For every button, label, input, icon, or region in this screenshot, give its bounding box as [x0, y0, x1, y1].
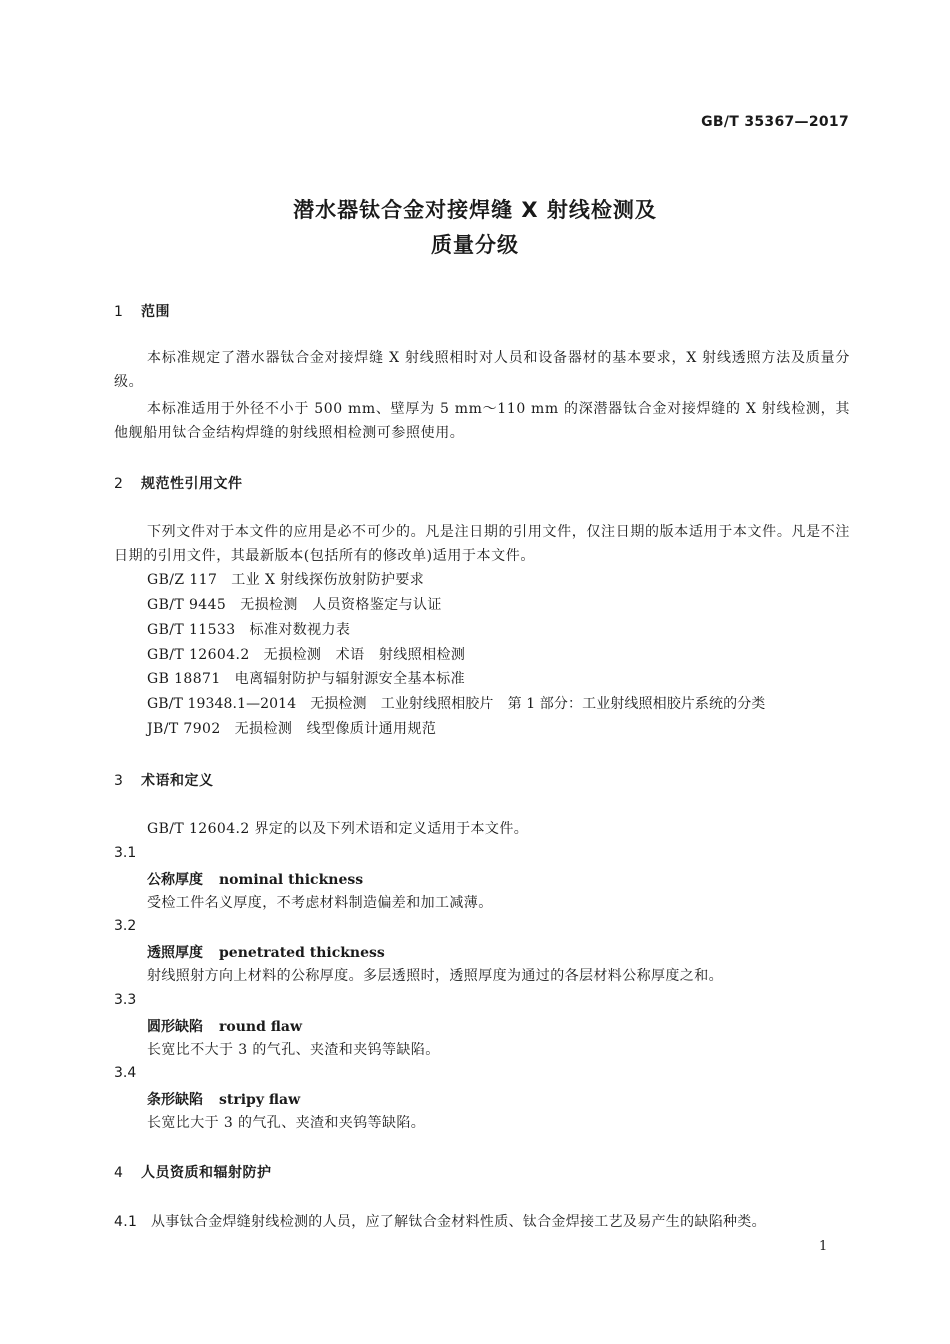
term-heading — [147, 1089, 300, 1109]
term-definition: 受检工件名义厚度，不考虑材料制造偏差和加工减薄。 — [147, 895, 493, 911]
section-4-heading — [114, 1162, 272, 1182]
reference-code: GB/T 9445 — [147, 597, 227, 613]
reference-item — [147, 667, 465, 691]
reference-title: 无损检测 术语 射线照相检测 — [263, 647, 466, 663]
section-title: 范围 — [141, 304, 170, 320]
section-title: 规范性引用文件 — [141, 476, 243, 492]
reference-item — [147, 717, 436, 741]
reference-code: GB/T 19348.1—2014 — [147, 696, 297, 712]
document-title-line1: 潜水器钛合金对接焊缝 X 射线检测及 — [293, 198, 657, 222]
term-heading — [147, 1016, 302, 1036]
standard-code: GB/T 35367—2017 — [701, 114, 849, 130]
term-heading — [147, 869, 363, 889]
section-1-heading — [114, 301, 170, 321]
reference-code: GB/Z 117 — [147, 572, 218, 588]
term-definition: 长宽比不大于 3 的气孔、夹渣和夹钨等缺陷。 — [147, 1042, 440, 1058]
term-heading — [147, 942, 385, 962]
reference-item — [147, 643, 465, 667]
reference-item — [147, 618, 350, 642]
section-2-heading — [114, 473, 243, 493]
reference-code: JB/T 7902 — [147, 721, 221, 737]
clause-text: 从事钛合金焊缝射线检测的人员，应了解钛合金材料性质、钛合金焊接工艺及易产生的缺陷种类。 — [151, 1214, 766, 1230]
section-title: 人员资质和辐射防护 — [141, 1165, 272, 1181]
term-number: 3.1 — [114, 845, 137, 861]
section-number: 1 — [114, 304, 124, 320]
page-number: 1 — [819, 1239, 828, 1254]
term-number: 3.2 — [114, 918, 137, 934]
reference-item — [147, 593, 442, 617]
clause-number: 4.1 — [114, 1214, 138, 1230]
term-cn: 条形缺陷 — [147, 1092, 203, 1108]
reference-title: 无损检测 线型像质计通用规范 — [234, 721, 437, 737]
reference-item — [147, 692, 765, 716]
term-en: stripy flaw — [219, 1092, 301, 1108]
section-3-heading — [114, 770, 214, 790]
reference-code: GB 18871 — [147, 671, 221, 687]
reference-code: GB/T 12604.2 — [147, 647, 250, 663]
term-en: round flaw — [219, 1019, 303, 1035]
reference-title: 标准对数视力表 — [249, 622, 351, 638]
clause-4-1 — [114, 1210, 766, 1234]
term-number: 3.4 — [114, 1065, 137, 1081]
term-definition: 长宽比大于 3 的气孔、夹渣和夹钨等缺陷。 — [147, 1115, 426, 1131]
reference-code: GB/T 11533 — [147, 622, 236, 638]
reference-title: 电离辐射防护与辐射源安全基本标准 — [234, 671, 466, 687]
document-title-line2: 质量分级 — [431, 233, 519, 257]
section-number: 2 — [114, 476, 124, 492]
reference-item — [147, 568, 424, 592]
term-definition: 射线照射方向上材料的公称厚度。多层透照时，透照厚度为通过的各层材料公称厚度之和。 — [147, 968, 723, 984]
term-number: 3.3 — [114, 992, 137, 1008]
section-title: 术语和定义 — [141, 773, 214, 789]
term-cn: 圆形缺陷 — [147, 1019, 203, 1035]
section-number: 4 — [114, 1165, 124, 1181]
section-3-intro: GB/T 12604.2 界定的以及下列术语和定义适用于本文件。 — [147, 821, 529, 837]
section-1-paragraph-1: 本标准规定了潜水器钛合金对接焊缝 X 射线照相时对人员和设备器材的基本要求，X 射线透照方法及质量分级。 — [114, 350, 850, 390]
term-en: penetrated thickness — [219, 945, 385, 961]
reference-title: 工业 X 射线探伤放射防护要求 — [231, 572, 425, 588]
term-cn: 公称厚度 — [147, 872, 203, 888]
term-en: nominal thickness — [219, 872, 364, 888]
term-cn: 透照厚度 — [147, 945, 203, 961]
section-2-intro: 下列文件对于本文件的应用是必不可少的。凡是注日期的引用文件，仅注日期的版本适用于本文件。凡是不注日期的引用文件，其最新版本(包括所有的修改单)适用于本文件。 — [114, 524, 850, 564]
section-number: 3 — [114, 773, 124, 789]
reference-title: 无损检测 工业射线照相胶片 第 1 部分：工业射线照相胶片系统的分类 — [310, 696, 766, 712]
reference-title: 无损检测 人员资格鉴定与认证 — [240, 597, 442, 613]
section-1-paragraph-2: 本标准适用于外径不小于 500 mm、壁厚为 5 mm～110 mm 的深潜器钛合金对接焊缝的 X 射线检测，其他舰船用钛合金结构焊缝的射线照相检测可参照使用。 — [114, 401, 850, 441]
